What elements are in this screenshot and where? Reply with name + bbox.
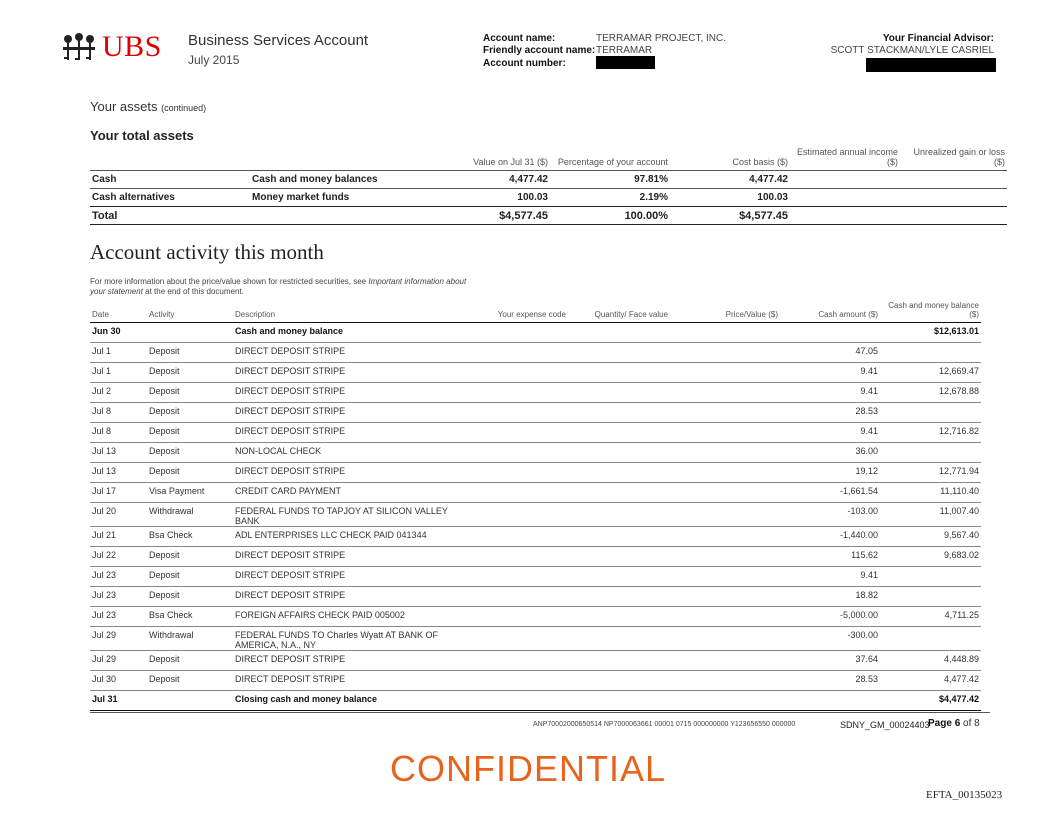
- col-header-date: Date: [92, 310, 109, 319]
- row-description: DIRECT DEPOSIT STRIPE: [233, 671, 468, 691]
- empty-cell: [670, 323, 780, 343]
- row-date: Jul 23: [90, 567, 147, 587]
- col-header-cash: Cash amount ($): [818, 310, 878, 319]
- row-balance: [880, 343, 981, 363]
- row-balance: 9,567.40: [880, 527, 981, 547]
- table-row: [90, 443, 981, 463]
- page-of: of 8: [963, 718, 980, 729]
- row-balance: [880, 443, 981, 463]
- row-description: DIRECT DEPOSIT STRIPE: [233, 651, 468, 671]
- empty-cell: [568, 607, 670, 627]
- row-cash: 37.64: [780, 651, 880, 671]
- empty-cell: [568, 463, 670, 483]
- empty-cell: [780, 323, 880, 343]
- empty-cell: [568, 587, 670, 607]
- row-date: Jul 23: [90, 587, 147, 607]
- activity-table: [90, 301, 981, 711]
- row-cash: 47.05: [780, 343, 880, 363]
- asset-cost: 4,477.42: [670, 171, 790, 189]
- row-balance: 12,669.47: [880, 363, 981, 383]
- footer-code: ANP70002000650514 NP7000063661 00001 0715 000000000 Y123656550 000000: [533, 721, 796, 728]
- col-header: [250, 147, 420, 171]
- empty-cell: [670, 443, 780, 463]
- note-text: at the end of this document.: [145, 287, 244, 296]
- table-row: [90, 171, 1007, 189]
- row-balance: 11,007.40: [880, 503, 981, 527]
- page-number: [928, 718, 980, 729]
- row-activity: Withdrawal: [147, 627, 233, 651]
- row-activity: Deposit: [147, 343, 233, 363]
- row-cash: 28.53: [780, 403, 880, 423]
- table-header-row: [90, 301, 981, 323]
- activity-note: [90, 277, 550, 297]
- row-date: Jul 29: [90, 651, 147, 671]
- empty-cell: [468, 651, 568, 671]
- assets-title-text: Your assets: [90, 99, 158, 114]
- row-activity: Deposit: [147, 587, 233, 607]
- page-label: Page: [928, 718, 952, 729]
- row-description: FEDERAL FUNDS TO TAPJOY AT SILICON VALLEY BANK: [233, 503, 468, 527]
- row-balance: 4,477.42: [880, 671, 981, 691]
- empty-cell: [568, 403, 670, 423]
- friendly-name-value: TERRAMAR: [596, 45, 653, 56]
- empty-cell: [568, 691, 670, 711]
- table-row: [90, 343, 981, 363]
- account-number-label: Account number:: [483, 58, 566, 69]
- note-text: For more information about the price/value shown for restricted securities, see: [90, 277, 367, 286]
- col-header-activity: Activity: [149, 310, 175, 319]
- table-row: [90, 671, 981, 691]
- row-balance: 12,771.94: [880, 463, 981, 483]
- opening-balance-row: [90, 323, 981, 343]
- account-type: Business Services Account: [188, 32, 369, 49]
- confidential-stamp: CONFIDENTIAL: [390, 748, 667, 789]
- footer-divider: [90, 712, 990, 713]
- row-activity: Deposit: [147, 547, 233, 567]
- account-name-value: TERRAMAR PROJECT, INC.: [596, 33, 727, 44]
- row-date: Jul 30: [90, 671, 147, 691]
- row-cash: 36.00: [780, 443, 880, 463]
- asset-value: 4,477.42: [420, 171, 550, 189]
- row-date: Jul 8: [90, 423, 147, 443]
- row-balance: 4,711.25: [880, 607, 981, 627]
- row-cash: 9.41: [780, 423, 880, 443]
- row-date: Jul 2: [90, 383, 147, 403]
- activity-rows: [90, 343, 981, 691]
- row-date: Jul 29: [90, 627, 147, 651]
- row-cash: 9.41: [780, 567, 880, 587]
- empty-cell: [468, 403, 568, 423]
- empty-cell: [670, 423, 780, 443]
- note-link: Important information about: [368, 277, 467, 286]
- empty-cell: [670, 527, 780, 547]
- col-header: Value on Jul 31 ($): [473, 157, 548, 167]
- row-balance: 4,448.89: [880, 651, 981, 671]
- row-description: Closing cash and money balance: [233, 691, 468, 711]
- col-header-price: Price/Value ($): [725, 310, 778, 319]
- asset-income: [790, 189, 900, 207]
- empty-cell: [468, 587, 568, 607]
- row-activity: Bsa Check: [147, 607, 233, 627]
- table-row: [90, 627, 981, 651]
- note-link: your statement: [90, 287, 143, 296]
- empty-cell: [780, 691, 880, 711]
- row-description: DIRECT DEPOSIT STRIPE: [233, 547, 468, 567]
- row-date: Jul 23: [90, 607, 147, 627]
- row-cash: -103.00: [780, 503, 880, 527]
- row-cash: -5,000.00: [780, 607, 880, 627]
- row-description: DIRECT DEPOSIT STRIPE: [233, 343, 468, 363]
- total-cost: $4,577.45: [670, 207, 790, 225]
- asset-type: Money market funds: [250, 189, 420, 207]
- empty-cell: [147, 323, 233, 343]
- table-header-row: [90, 147, 1007, 171]
- empty-cell: [468, 323, 568, 343]
- row-balance: $12,613.01: [880, 323, 981, 343]
- row-balance: 12,716.82: [880, 423, 981, 443]
- row-date: Jul 8: [90, 403, 147, 423]
- row-cash: -1,661.54: [780, 483, 880, 503]
- row-date: Jul 17: [90, 483, 147, 503]
- table-row: [90, 189, 1007, 207]
- empty-cell: [670, 607, 780, 627]
- advisor-redaction: [866, 58, 996, 72]
- row-balance: 9,683.02: [880, 547, 981, 567]
- empty-cell: [670, 651, 780, 671]
- asset-value: 100.03: [420, 189, 550, 207]
- advisor-value: SCOTT STACKMAN/LYLE CASRIEL: [830, 45, 994, 56]
- row-date: Jul 1: [90, 363, 147, 383]
- row-balance: [880, 587, 981, 607]
- row-description: NON-LOCAL CHECK: [233, 443, 468, 463]
- empty-cell: [670, 671, 780, 691]
- empty-cell: [468, 671, 568, 691]
- empty-cell: [568, 363, 670, 383]
- asset-cost: 100.03: [670, 189, 790, 207]
- table-row: [90, 527, 981, 547]
- col-header-description: Description: [235, 310, 276, 319]
- bates-number: SDNY_GM_00024403: [840, 720, 930, 730]
- row-activity: Deposit: [147, 651, 233, 671]
- row-date: Jul 1: [90, 343, 147, 363]
- row-description: DIRECT DEPOSIT STRIPE: [233, 463, 468, 483]
- row-description: ADL ENTERPRISES LLC CHECK PAID 041344: [233, 527, 468, 547]
- empty-cell: [568, 671, 670, 691]
- row-cash: 9.41: [780, 363, 880, 383]
- empty-cell: [147, 691, 233, 711]
- table-row: [90, 383, 981, 403]
- col-header: Estimated annual income ($): [796, 147, 898, 167]
- empty-cell: [568, 443, 670, 463]
- empty-cell: [568, 627, 670, 651]
- empty-cell: [568, 343, 670, 363]
- row-date: Jul 21: [90, 527, 147, 547]
- asset-category: Cash: [90, 171, 250, 189]
- row-cash: -300.00: [780, 627, 880, 651]
- empty-cell: [670, 343, 780, 363]
- table-row: [90, 567, 981, 587]
- row-activity: Deposit: [147, 443, 233, 463]
- table-row: [90, 587, 981, 607]
- row-description: DIRECT DEPOSIT STRIPE: [233, 363, 468, 383]
- empty-cell: [670, 547, 780, 567]
- row-date: Jun 30: [90, 323, 147, 343]
- asset-gain: [900, 171, 1007, 189]
- empty-cell: [670, 503, 780, 527]
- empty-cell: [670, 383, 780, 403]
- table-row: [90, 423, 981, 443]
- total-assets-table: [90, 147, 1007, 225]
- row-activity: Deposit: [147, 363, 233, 383]
- row-date: Jul 13: [90, 443, 147, 463]
- table-row: [90, 503, 981, 527]
- statement-month: July 2015: [188, 53, 240, 67]
- row-balance: 11,110.40: [880, 483, 981, 503]
- empty-cell: [250, 207, 420, 225]
- row-activity: Deposit: [147, 403, 233, 423]
- row-balance: $4,477.42: [880, 691, 981, 711]
- asset-type: Cash and money balances: [250, 171, 420, 189]
- asset-gain: [900, 189, 1007, 207]
- row-description: DIRECT DEPOSIT STRIPE: [233, 423, 468, 443]
- total-row: [90, 207, 1007, 225]
- table-row: [90, 403, 981, 423]
- row-cash: 19.12: [780, 463, 880, 483]
- row-date: Jul 22: [90, 547, 147, 567]
- empty-cell: [468, 343, 568, 363]
- total-assets-title: Your total assets: [90, 128, 194, 143]
- col-header: Percentage of your account: [557, 157, 668, 167]
- account-name-label: Account name:: [483, 33, 556, 44]
- table-row: [90, 547, 981, 567]
- empty-cell: [468, 423, 568, 443]
- row-description: Cash and money balance: [233, 323, 468, 343]
- row-cash: 18.82: [780, 587, 880, 607]
- asset-category: Cash alternatives: [90, 189, 250, 207]
- asset-pct: 2.19%: [550, 189, 670, 207]
- empty-cell: [468, 503, 568, 527]
- empty-cell: [568, 527, 670, 547]
- row-description: DIRECT DEPOSIT STRIPE: [233, 403, 468, 423]
- table-row: [90, 463, 981, 483]
- friendly-name-label: Friendly account name:: [483, 45, 596, 56]
- asset-pct: 97.81%: [550, 171, 670, 189]
- ubs-logo: [60, 30, 170, 70]
- empty-cell: [790, 207, 900, 225]
- row-activity: Deposit: [147, 671, 233, 691]
- col-header-quantity: Quantity/ Face value: [594, 310, 668, 319]
- row-date: Jul 13: [90, 463, 147, 483]
- empty-cell: [670, 691, 780, 711]
- empty-cell: [568, 323, 670, 343]
- empty-cell: [468, 607, 568, 627]
- empty-cell: [468, 443, 568, 463]
- total-value: $4,577.45: [420, 207, 550, 225]
- assets-section-title: [90, 99, 206, 114]
- empty-cell: [468, 363, 568, 383]
- row-activity: Deposit: [147, 567, 233, 587]
- empty-cell: [568, 383, 670, 403]
- closing-balance-row: [90, 691, 981, 711]
- empty-cell: [468, 527, 568, 547]
- logo-text: UBS: [102, 30, 162, 63]
- row-balance: [880, 627, 981, 651]
- empty-cell: [568, 651, 670, 671]
- row-activity: Deposit: [147, 463, 233, 483]
- empty-cell: [468, 483, 568, 503]
- col-header-expense: Your expense code: [497, 310, 566, 319]
- row-cash: 28.53: [780, 671, 880, 691]
- assets-title-suffix: (continued): [161, 103, 207, 113]
- col-header: Unrealized gain or loss ($): [913, 147, 1005, 167]
- empty-cell: [568, 503, 670, 527]
- table-row: [90, 607, 981, 627]
- row-activity: Visa Payment: [147, 483, 233, 503]
- row-balance: [880, 403, 981, 423]
- empty-cell: [568, 547, 670, 567]
- page-num: 6: [954, 718, 961, 729]
- col-header: [90, 147, 250, 171]
- empty-cell: [568, 483, 670, 503]
- empty-cell: [670, 567, 780, 587]
- table-row: [90, 483, 981, 503]
- total-pct: 100.00%: [550, 207, 670, 225]
- row-activity: Bsa Check: [147, 527, 233, 547]
- empty-cell: [568, 567, 670, 587]
- row-cash: 115.62: [780, 547, 880, 567]
- row-description: DIRECT DEPOSIT STRIPE: [233, 383, 468, 403]
- row-description: FOREIGN AFFAIRS CHECK PAID 005002: [233, 607, 468, 627]
- row-activity: Deposit: [147, 423, 233, 443]
- row-date: Jul 20: [90, 503, 147, 527]
- activity-title: Account activity this month: [90, 240, 324, 264]
- empty-cell: [670, 587, 780, 607]
- empty-cell: [468, 691, 568, 711]
- keys-icon: [60, 32, 98, 66]
- empty-cell: [468, 547, 568, 567]
- advisor-label: Your Financial Advisor:: [882, 33, 994, 44]
- empty-cell: [670, 403, 780, 423]
- empty-cell: [468, 463, 568, 483]
- empty-cell: [670, 483, 780, 503]
- row-description: CREDIT CARD PAYMENT: [233, 483, 468, 503]
- empty-cell: [568, 423, 670, 443]
- row-date: Jul 31: [90, 691, 147, 711]
- row-activity: Withdrawal: [147, 503, 233, 527]
- empty-cell: [468, 627, 568, 651]
- empty-cell: [670, 463, 780, 483]
- table-row: [90, 651, 981, 671]
- empty-cell: [900, 207, 1007, 225]
- empty-cell: [468, 567, 568, 587]
- row-description: FEDERAL FUNDS TO Charles Wyatt AT BANK OF AMERICA, N.A., NY: [233, 627, 468, 651]
- empty-cell: [670, 363, 780, 383]
- asset-income: [790, 171, 900, 189]
- row-activity: Deposit: [147, 383, 233, 403]
- row-balance: [880, 567, 981, 587]
- col-header: Cost basis ($): [732, 157, 788, 167]
- col-header-balance: Cash and money balance ($): [888, 301, 979, 319]
- row-cash: 9.41: [780, 383, 880, 403]
- row-cash: -1,440.00: [780, 527, 880, 547]
- account-number-redaction: [596, 56, 655, 69]
- empty-cell: [468, 383, 568, 403]
- total-label: Total: [90, 207, 250, 225]
- row-description: DIRECT DEPOSIT STRIPE: [233, 587, 468, 607]
- efta-number: EFTA_00135023: [926, 789, 1003, 801]
- row-description: DIRECT DEPOSIT STRIPE: [233, 567, 468, 587]
- row-balance: 12,678.88: [880, 383, 981, 403]
- empty-cell: [670, 627, 780, 651]
- table-row: [90, 363, 981, 383]
